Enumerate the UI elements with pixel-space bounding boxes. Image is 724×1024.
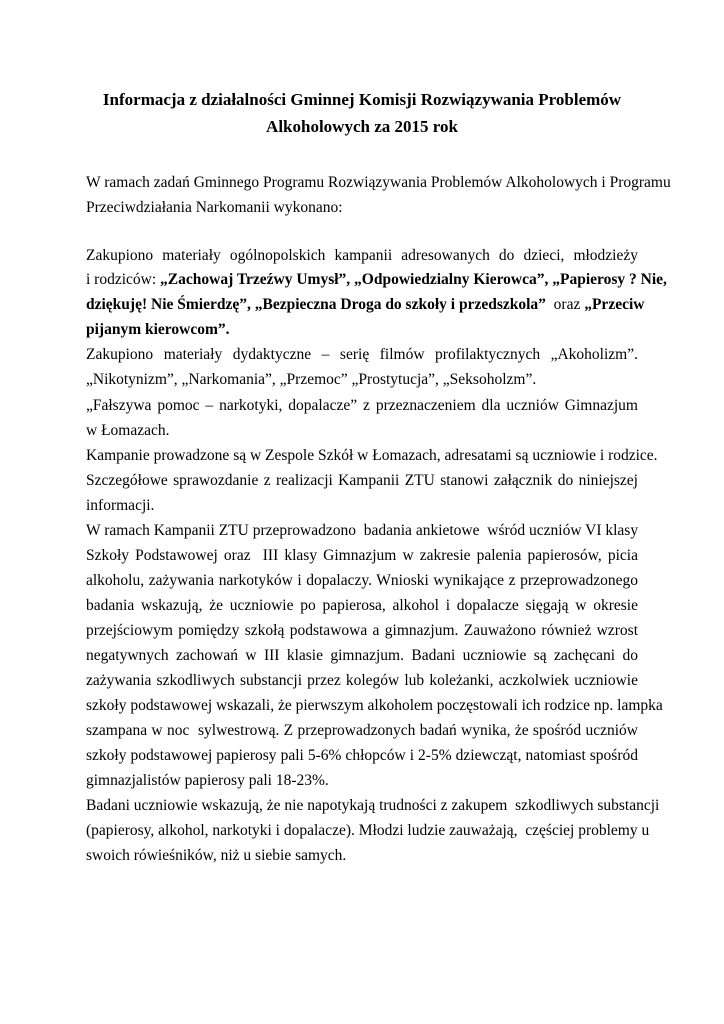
conclusion-line-2: (papierosy, alkohol, narkotyki i dopalacze). Młodzi ludzie zauważają, częściej problemy u bbox=[86, 822, 650, 839]
survey-line-4: badania wskazują, że uczniowie po papierosa, alkohol i dopalacze sięgają w okresie bbox=[86, 597, 638, 614]
survey-line-10: szkoły podstawowej papierosy pali 5-6% chłopców i 2-5% dziewcząt, natomiast spośród bbox=[86, 747, 638, 764]
campaigns-line-4: pijanym kierowcom”. bbox=[86, 321, 230, 338]
survey-line-9: szampana w noc sylwestrową. Z przeprowadzonych badań wynika, że spośród uczniów bbox=[86, 722, 638, 739]
survey-line-5: przejściowym pomiędzy szkołą podstawowa a gimnazjum. Zauważono również wzrost bbox=[86, 622, 638, 639]
document-title-line-1: Informacja z działalności Gminnej Komisji Rozwiązywania Problemów bbox=[102, 90, 622, 109]
campaigns-line-3-plain: oraz bbox=[545, 296, 585, 313]
campaigns-line-3 bbox=[86, 295, 645, 315]
intro-line-1: W ramach zadań Gminnego Programu Rozwiązywania Problemów Alkoholowych i Programu bbox=[86, 174, 671, 191]
school-line-1: Kampanie prowadzone są w Zespole Szkół w Łomazach, adresatami są uczniowie i rodzice. bbox=[86, 447, 658, 464]
survey-line-1: W ramach Kampanii ZTU przeprowadzono badania ankietowe wśród uczniów VI klasy bbox=[86, 522, 639, 539]
materials-line-2: „Nikotynizm”, „Narkomania”, „Przemoc” „Prostytucja”, „Seksoholzm”. bbox=[86, 371, 537, 388]
materials-line-4: w Łomazach. bbox=[86, 422, 170, 439]
survey-line-8: szkoły podstawowej wskazali, że pierwszym alkoholem poczęstowali ich rodzice np. lampka bbox=[86, 697, 663, 714]
document-title-line-2: Alkoholowych za 2015 rok bbox=[266, 117, 458, 136]
school-line-2: Szczegółowe sprawozdanie z realizacji Kampanii ZTU stanowi załącznik do niniejszej bbox=[86, 472, 638, 489]
conclusion-line-1: Badani uczniowie wskazują, że nie napotykają trudności z zakupem szkodliwych substancji bbox=[86, 797, 660, 814]
survey-line-6: negatywnych zachowań w III klasie gimnazjum. Badani uczniowie są zachęcani do bbox=[86, 647, 638, 664]
intro-line-2: Przeciwdziałania Narkomanii wykonano: bbox=[86, 199, 343, 216]
campaigns-line-2-plain: i rodziców: bbox=[86, 271, 161, 288]
campaigns-line-3-bold: dziękuję! Nie Śmierdzę”, „Bezpieczna Droga do szkoły i przedszkola” bbox=[86, 296, 546, 313]
materials-line-1: Zakupiono materiały dydaktyczne – serię filmów profilaktycznych „Akoholizm”. bbox=[86, 346, 638, 363]
campaigns-line-1: Zakupiono materiały ogólnopolskich kampanii adresowanych do dzieci, młodzieży bbox=[86, 247, 638, 264]
survey-line-3: alkoholu, zażywania narkotyków i dopalaczy. Wnioski wynikające z przeprowadzonego bbox=[86, 572, 638, 589]
campaigns-line-3-bold-2: „Przeciw bbox=[584, 296, 645, 313]
materials-line-3: „Fałszywa pomoc – narkotyki, dopalacze” z przeznaczeniem dla uczniów Gimnazjum bbox=[86, 397, 638, 414]
school-line-3: informacji. bbox=[86, 497, 155, 514]
conclusion-line-3: swoich rówieśników, niż u siebie samych. bbox=[86, 847, 347, 864]
survey-line-7: zażywania szkodliwych substancji przez kolegów lub koleżanki, aczkolwiek uczniowie bbox=[86, 672, 638, 689]
survey-line-2: Szkoły Podstawowej oraz III klasy Gimnazjum w zakresie palenia papierosów, picia bbox=[86, 547, 638, 564]
survey-line-11: gimnazjalistów papierosy pali 18-23%. bbox=[86, 772, 329, 789]
campaigns-line-2-bold: „Zachowaj Trzeźwy Umysł”, „Odpowiedzialny Kierowca”, „Papierosy ? Nie, bbox=[160, 271, 667, 288]
campaigns-line-2 bbox=[86, 270, 667, 290]
